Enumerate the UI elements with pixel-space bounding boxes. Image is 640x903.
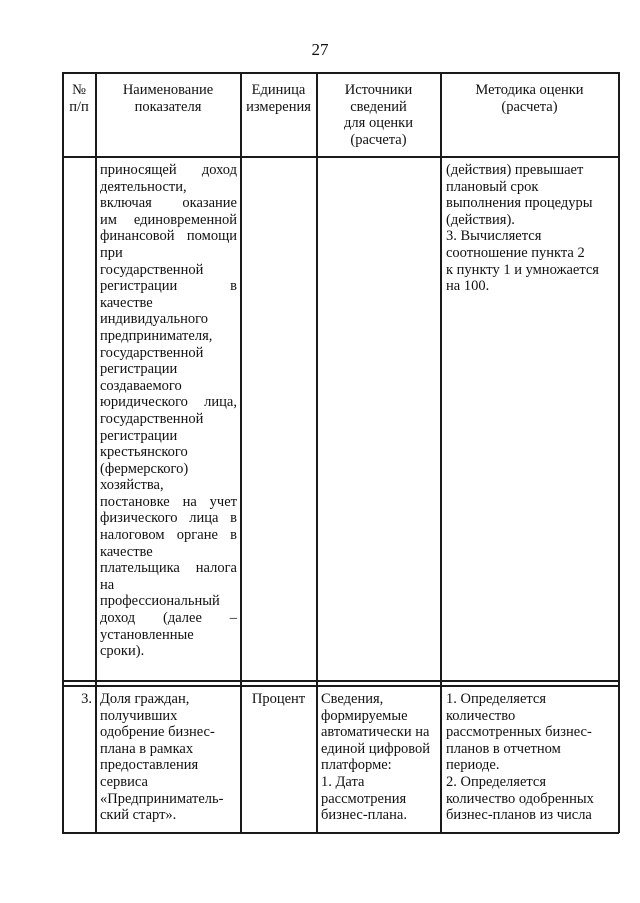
text-line: рассмотренных бизнес-	[446, 724, 592, 741]
row3-top-border	[62, 685, 619, 687]
row3-number: 3.	[81, 691, 92, 707]
text-line: к пункту 1 и умножается	[446, 261, 599, 278]
text-line: Доля граждан,	[100, 691, 190, 707]
row3-unit: Процент	[251, 691, 306, 707]
col-border-2	[240, 72, 242, 833]
text-line: установленные	[100, 626, 194, 643]
text-line: бизнес-плана.	[321, 807, 407, 824]
table-border-bottom	[62, 832, 619, 834]
text-line: на	[100, 576, 115, 593]
text-line: юридического лица,	[100, 394, 237, 411]
text-line: профессиональный	[100, 593, 220, 610]
text-line: «Предприниматель-	[100, 790, 224, 807]
page-number: 27	[311, 40, 329, 59]
text-line: 3. Вычисляется	[446, 228, 542, 245]
text-line: сроки).	[100, 643, 145, 660]
text-line: предоставления	[100, 757, 199, 774]
text-line: сервиса	[100, 773, 148, 790]
header-col-name: Наименование показателя	[122, 82, 214, 115]
text-line: при	[100, 244, 123, 261]
header-col-sources: Источники сведений для оценки (расчета)	[344, 82, 413, 148]
text-line: Сведения,	[321, 691, 384, 707]
text-line: плана в рамках	[100, 740, 194, 757]
text-line: хозяйства,	[100, 477, 164, 494]
row3-indicator-name	[100, 691, 237, 824]
text-line: бизнес-планов из числа	[446, 807, 592, 824]
text-line: ский старт».	[100, 807, 177, 824]
header-col-unit: Единица измерения	[246, 82, 311, 115]
text-line: физического лица в	[100, 510, 237, 527]
text-line: деятельности,	[100, 178, 187, 195]
header-col-number: № п/п	[69, 82, 89, 115]
text-line: создаваемого	[100, 377, 182, 394]
text-line: качестве	[100, 543, 153, 560]
text-line: приносящей доход	[100, 162, 237, 178]
row3-sources	[321, 691, 438, 824]
text-line: налоговом органе в	[100, 527, 237, 544]
col-border-right	[618, 72, 620, 833]
text-line: постановке на учет	[100, 493, 237, 510]
text-line: (фермерского)	[100, 460, 189, 477]
text-line: регистрации	[100, 427, 178, 444]
text-line: платформе:	[321, 757, 392, 774]
text-line: регистрации в	[100, 278, 237, 295]
text-line: включая оказание	[100, 195, 237, 212]
text-line: соотношение пункта 2	[446, 244, 585, 261]
row-cont-bottom-border	[62, 680, 619, 682]
text-line: выполнения процедуры	[446, 195, 593, 212]
text-line: крестьянского	[100, 444, 188, 461]
text-line: количество	[446, 707, 516, 724]
col-border-4	[440, 72, 442, 833]
text-line: государственной	[100, 410, 204, 427]
text-line: предпринимателя,	[100, 327, 213, 344]
col-border-3	[316, 72, 318, 833]
text-line: 1. Определяется	[446, 691, 546, 707]
text-line: рассмотрения	[321, 790, 407, 807]
text-line: (действия) превышает	[446, 162, 584, 178]
header-col-method: Методика оценки (расчета)	[475, 82, 584, 115]
text-line: государственной	[100, 344, 204, 361]
row-cont-method	[446, 162, 616, 295]
header-bottom-border	[62, 156, 619, 158]
text-line: индивидуального	[100, 311, 208, 328]
text-line: формируемые	[321, 707, 408, 724]
text-line: 2. Определяется	[446, 773, 546, 790]
text-line: плановый срок	[446, 178, 539, 195]
text-line: периоде.	[446, 757, 500, 774]
text-line: планов в отчетном	[446, 740, 561, 757]
text-line: на 100.	[446, 278, 490, 295]
text-line: государственной	[100, 261, 204, 278]
text-line: (действия).	[446, 211, 515, 228]
text-line: единой цифровой	[321, 740, 430, 757]
text-line: автоматически на	[321, 724, 430, 741]
row3-method	[446, 691, 616, 824]
col-border-1	[95, 72, 97, 833]
text-line: одобрение бизнес-	[100, 724, 215, 741]
text-line: 1. Дата	[321, 773, 365, 790]
text-line: финансовой помощи	[100, 228, 237, 245]
text-line: качестве	[100, 294, 153, 311]
text-line: получивших	[100, 707, 178, 724]
text-line: регистрации	[100, 361, 178, 378]
table-border-top	[62, 72, 619, 74]
text-line: количество одобренных	[446, 790, 594, 807]
text-line: им единовременной	[100, 211, 237, 228]
col-border-left	[62, 72, 64, 833]
text-line: плательщика налога	[100, 560, 237, 577]
row-cont-indicator-name	[100, 162, 237, 660]
text-line: доход (далее –	[100, 610, 237, 627]
